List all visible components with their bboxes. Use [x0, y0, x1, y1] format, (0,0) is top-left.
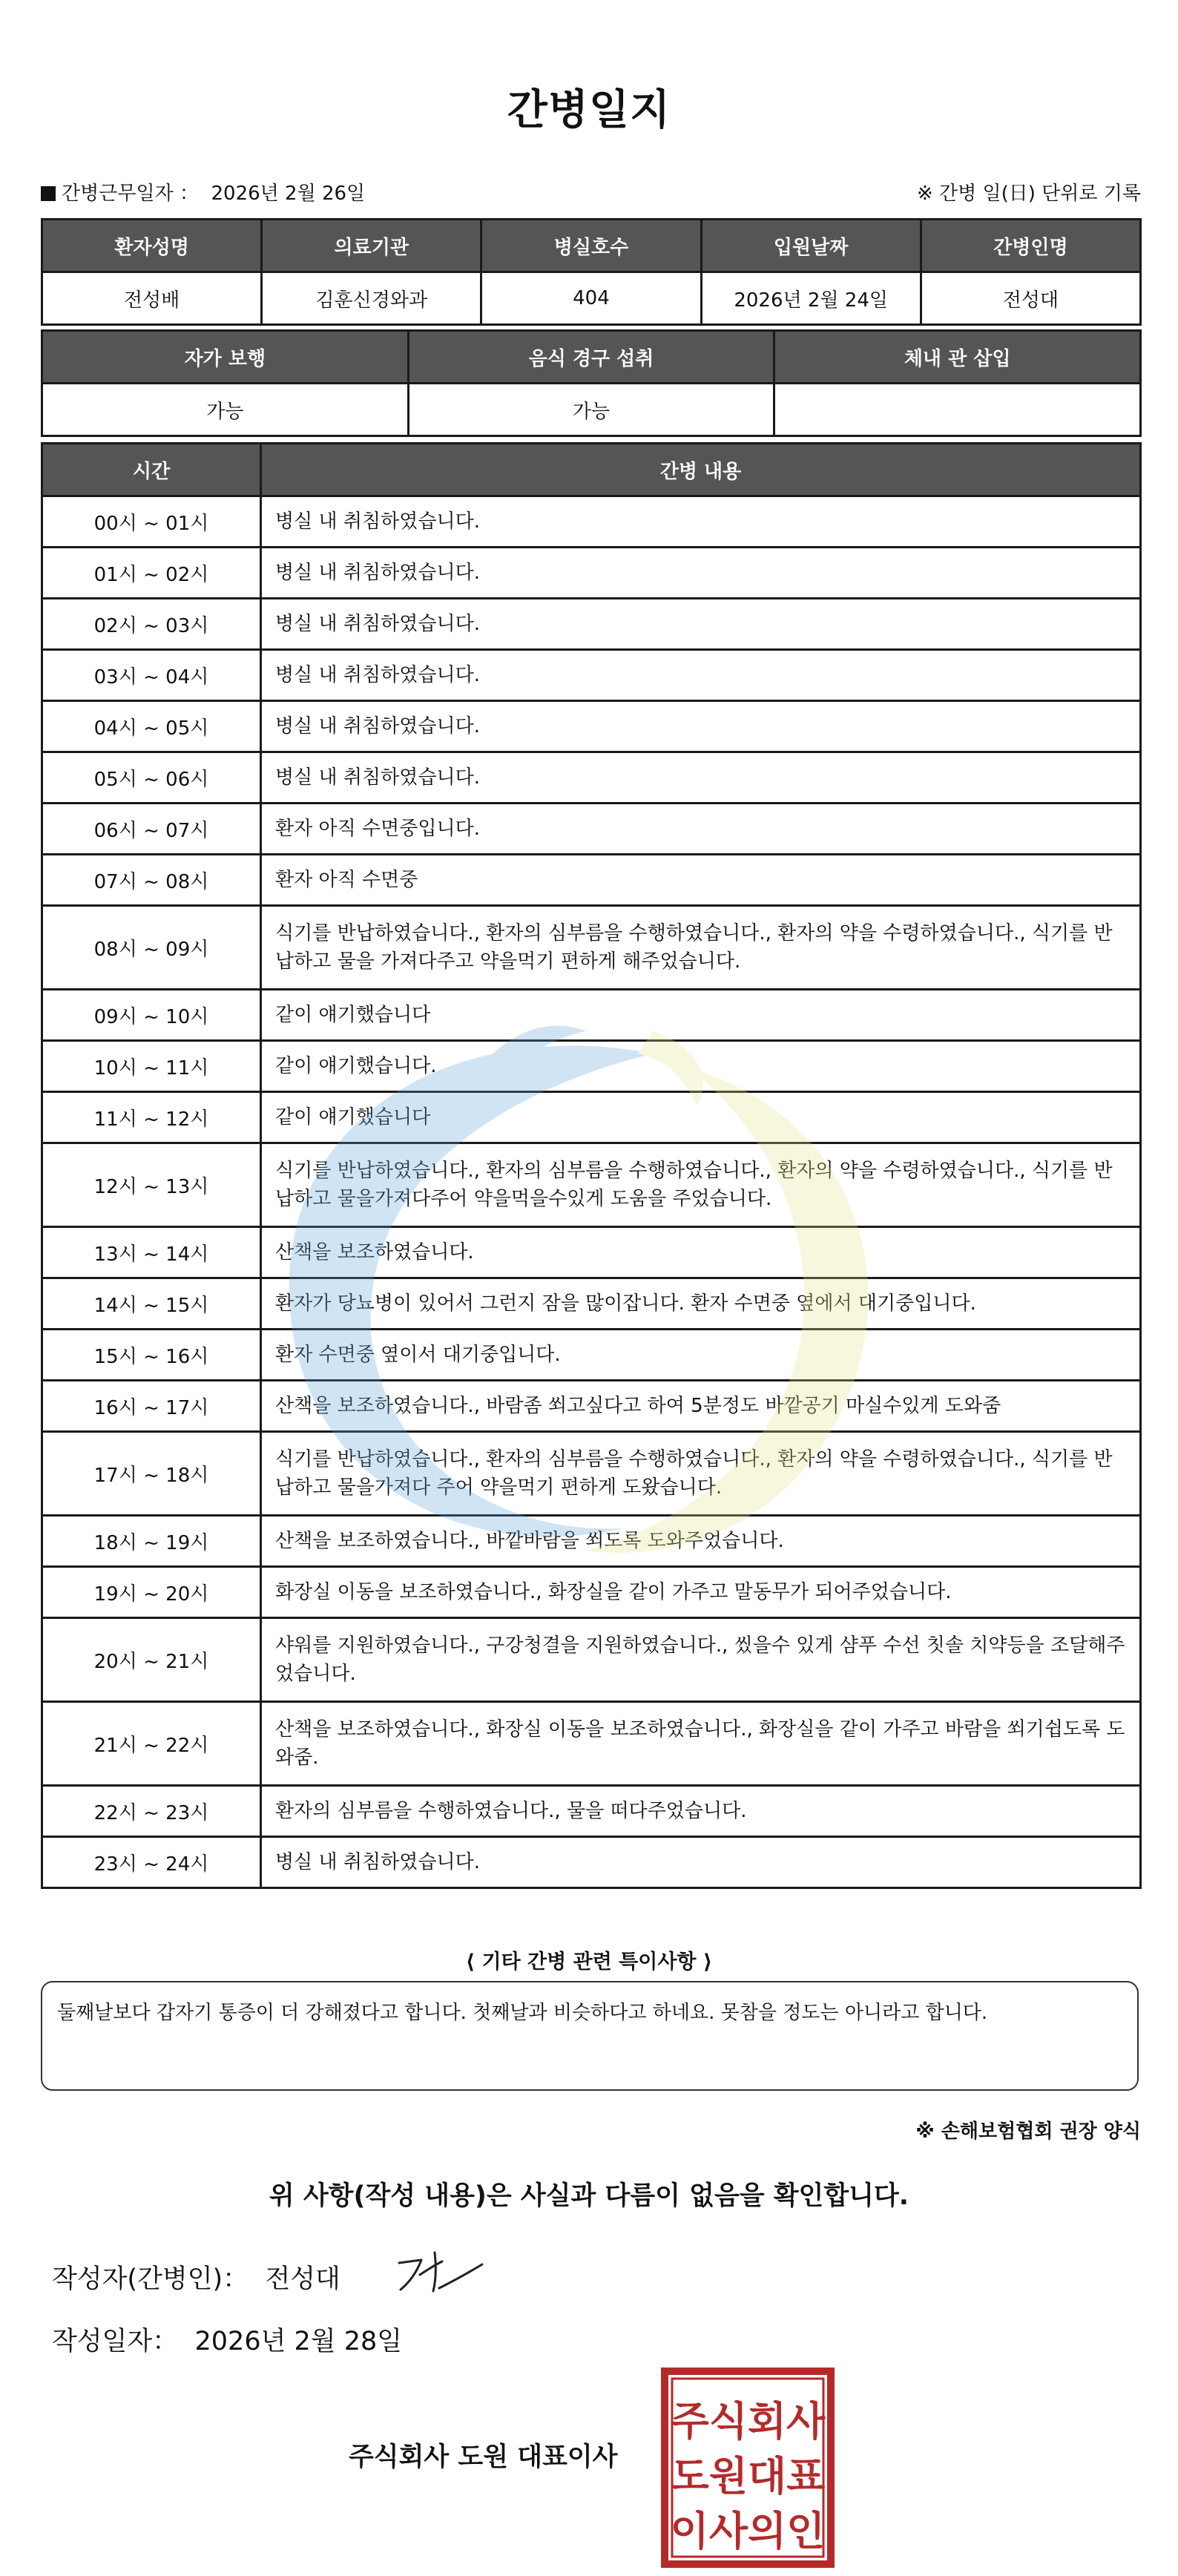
header-admission-date: 입원날짜: [701, 220, 921, 272]
table-row: [42, 1092, 1141, 1143]
work-date-value: 2026년 2월 26일: [211, 183, 366, 205]
content-cell: 산책을 보조하였습니다., 화장실 이동을 보조하였습니다., 화장실을 같이 가주고 바람을 쐬기쉽도록 도와줌.: [261, 1702, 1141, 1786]
time-cell: 13시 ~ 14시: [42, 1227, 261, 1278]
condition-table: [41, 329, 1142, 437]
table-row: [42, 906, 1141, 990]
time-cell: 07시 ~ 08시: [42, 855, 261, 906]
time-cell: 16시 ~ 17시: [42, 1381, 261, 1432]
written-date-label: 작성일자：: [52, 2327, 179, 2356]
time-cell: 15시 ~ 16시: [42, 1330, 261, 1381]
written-date-value: 2026년 2월 28일: [194, 2327, 403, 2356]
header-patient-name: 환자성명: [42, 220, 262, 272]
content-cell: 식기를 반납하였습니다., 환자의 심부름을 수행하였습니다., 환자의 약을 수령하였습니다., 식기를 반납하고 물을 가져다주고 약을먹기 편하게 해주었습니다.: [261, 906, 1141, 990]
time-cell: 10시 ~ 11시: [42, 1041, 261, 1092]
time-cell: 08시 ~ 09시: [42, 906, 261, 990]
seal-line-3: 이사의인: [670, 2508, 826, 2554]
header-hospital: 의료기관: [262, 220, 481, 272]
admission-date: 2026년 2월 24일: [701, 272, 921, 325]
content-cell: 같이 얘기했습니다.: [261, 1041, 1141, 1092]
time-cell: 18시 ~ 19시: [42, 1516, 261, 1567]
header-tube-insertion: 체내 관 삽입: [774, 331, 1141, 384]
header-content: 간병 내용: [261, 444, 1141, 496]
oral-intake-value: 가능: [408, 384, 774, 436]
time-cell: 04시 ~ 05시: [42, 701, 261, 752]
time-cell: 00시 ~ 01시: [42, 496, 261, 548]
table-row: [42, 1227, 1141, 1278]
table-row: [42, 1330, 1141, 1381]
table-row: [42, 1516, 1141, 1567]
content-cell: 식기를 반납하였습니다., 환자의 심부름을 수행하였습니다., 환자의 약을 수령하였습니다., 식기를 반납하고 물을가져다주어 약을먹을수있게 도움을 주었습니다.: [261, 1143, 1141, 1227]
company-name: 주식회사 도원 대표이사: [349, 2442, 618, 2472]
content-cell: 병실 내 취침하였습니다.: [261, 701, 1141, 752]
content-cell: 환자의 심부름을 수행하였습니다., 물을 떠다주었습니다.: [261, 1786, 1141, 1837]
header-caregiver-name: 간병인명: [921, 220, 1140, 272]
hospital: 김훈신경와과: [262, 272, 481, 325]
table-row: [42, 1567, 1141, 1618]
time-cell: 05시 ~ 06시: [42, 752, 261, 804]
content-cell: 병실 내 취침하였습니다.: [261, 496, 1141, 548]
patient-info-table: [41, 218, 1142, 326]
content-cell: 환자 수면중 옆이서 대기중입니다.: [261, 1330, 1141, 1381]
seal-line-2: 도원대표: [670, 2453, 826, 2500]
time-cell: 09시 ~ 10시: [42, 990, 261, 1041]
table-row: [42, 1381, 1141, 1432]
writer-label: 작성자(간병인)：: [52, 2264, 249, 2294]
time-cell: 12시 ~ 13시: [42, 1143, 261, 1227]
time-cell: 19시 ~ 20시: [42, 1567, 261, 1618]
time-cell: 21시 ~ 22시: [42, 1702, 261, 1786]
time-cell: 02시 ~ 03시: [42, 599, 261, 650]
content-cell: 병실 내 취침하였습니다.: [261, 752, 1141, 804]
document-title: 간병일지: [507, 86, 671, 134]
table-row: [42, 701, 1141, 752]
table-row: [42, 548, 1141, 599]
time-cell: 23시 ~ 24시: [42, 1837, 261, 1888]
confirmation-statement: 위 사항(작성 내용)은 사실과 다름이 없음을 확인합니다.: [269, 2181, 909, 2211]
company-seal-stamp: [660, 2367, 835, 2569]
walking-value: 가능: [42, 384, 409, 436]
header-room: 병실호수: [481, 220, 701, 272]
table-row: [42, 650, 1141, 701]
content-cell: 병실 내 취침하였습니다.: [261, 1837, 1141, 1888]
time-cell: 17시 ~ 18시: [42, 1432, 261, 1516]
patient-name: 전성배: [42, 272, 262, 325]
seal-line-1: 주식회사: [670, 2398, 826, 2445]
table-row: [42, 855, 1141, 906]
time-cell: 11시 ~ 12시: [42, 1092, 261, 1143]
content-cell: 식기를 반납하였습니다., 환자의 심부름을 수행하였습니다., 환자의 약을 수령하였습니다., 식기를 반납하고 물을가져다 주어 약을먹기 편하게 도왔습니다.: [261, 1432, 1141, 1516]
time-cell: 20시 ~ 21시: [42, 1618, 261, 1702]
content-cell: 같이 얘기했습니다: [261, 1092, 1141, 1143]
content-cell: 병실 내 취침하였습니다.: [261, 650, 1141, 701]
writer-name: 전성대: [265, 2264, 340, 2294]
table-row: [42, 1618, 1141, 1702]
care-log-table: [41, 442, 1142, 1889]
notes-title: ⟨ 기타 간병 관련 특이사항 ⟩: [465, 1951, 713, 1974]
table-row: [42, 1702, 1141, 1786]
time-cell: 14시 ~ 15시: [42, 1278, 261, 1330]
time-cell: 22시 ~ 23시: [42, 1786, 261, 1837]
header-walking: 자가 보행: [42, 331, 409, 384]
table-row: [42, 599, 1141, 650]
table-row: [42, 1278, 1141, 1330]
table-row: [42, 752, 1141, 804]
content-cell: 산책을 보조하였습니다.: [261, 1227, 1141, 1278]
table-row: [42, 1837, 1141, 1888]
handwritten-signature: [390, 2247, 487, 2299]
content-cell: 화장실 이동을 보조하였습니다., 화장실을 같이 가주고 말동무가 되어주었습니다.: [261, 1567, 1141, 1618]
form-note: ※ 손해보험협회 권장 양식: [915, 2120, 1141, 2143]
content-cell: 환자 아직 수면중입니다.: [261, 804, 1141, 855]
work-date: [41, 178, 365, 206]
content-cell: 같이 얘기했습니다: [261, 990, 1141, 1041]
table-row: [42, 1786, 1141, 1837]
work-date-label: 간병근무일자 ：: [62, 183, 199, 205]
work-date-row: [41, 178, 1141, 208]
writer-line: [52, 2258, 340, 2296]
notes-box: 둘째날보다 갑자기 통증이 더 강해졌다고 합니다. 첫째날과 비슷하다고 하네요. 못참을 정도는 아니라고 합니다.: [41, 1981, 1139, 2091]
time-cell: 06시 ~ 07시: [42, 804, 261, 855]
time-cell: 03시 ~ 04시: [42, 650, 261, 701]
time-cell: 01시 ~ 02시: [42, 548, 261, 599]
content-cell: 산책을 보조하였습니다., 바깥바람을 쐬도록 도와주었습니다.: [261, 1516, 1141, 1567]
unit-note: ※ 간병 일(日) 단위로 기록: [916, 183, 1141, 205]
table-row: [42, 1041, 1141, 1092]
content-cell: 환자가 당뇨병이 있어서 그런지 잠을 많이잡니다. 환자 수면중 옆에서 대기중입니다.: [261, 1278, 1141, 1330]
content-cell: 산책을 보조하였습니다., 바람좀 쐬고싶다고 하여 5분정도 바깥공기 마실수있게 도와줌: [261, 1381, 1141, 1432]
content-cell: 환자 아직 수면중: [261, 855, 1141, 906]
table-row: [42, 990, 1141, 1041]
caregiver-name: 전성대: [921, 272, 1140, 325]
content-cell: 병실 내 취침하였습니다.: [261, 599, 1141, 650]
header-oral-intake: 음식 경구 섭취: [408, 331, 774, 384]
content-cell: 샤워를 지원하였습니다., 구강청결을 지원하였습니다., 씼을수 있게 샴푸 수선 칫솔 치약등을 조달해주었습니다.: [261, 1618, 1141, 1702]
content-cell: 병실 내 취침하였습니다.: [261, 548, 1141, 599]
room-number: 404: [481, 272, 701, 325]
tube-insertion-value: [774, 384, 1141, 436]
square-bullet-icon: [41, 186, 56, 201]
header-time: 시간: [42, 444, 261, 496]
written-date-line: [52, 2321, 402, 2358]
table-row: [42, 804, 1141, 855]
table-row: [42, 496, 1141, 548]
table-row: [42, 1143, 1141, 1227]
table-row: [42, 1432, 1141, 1516]
